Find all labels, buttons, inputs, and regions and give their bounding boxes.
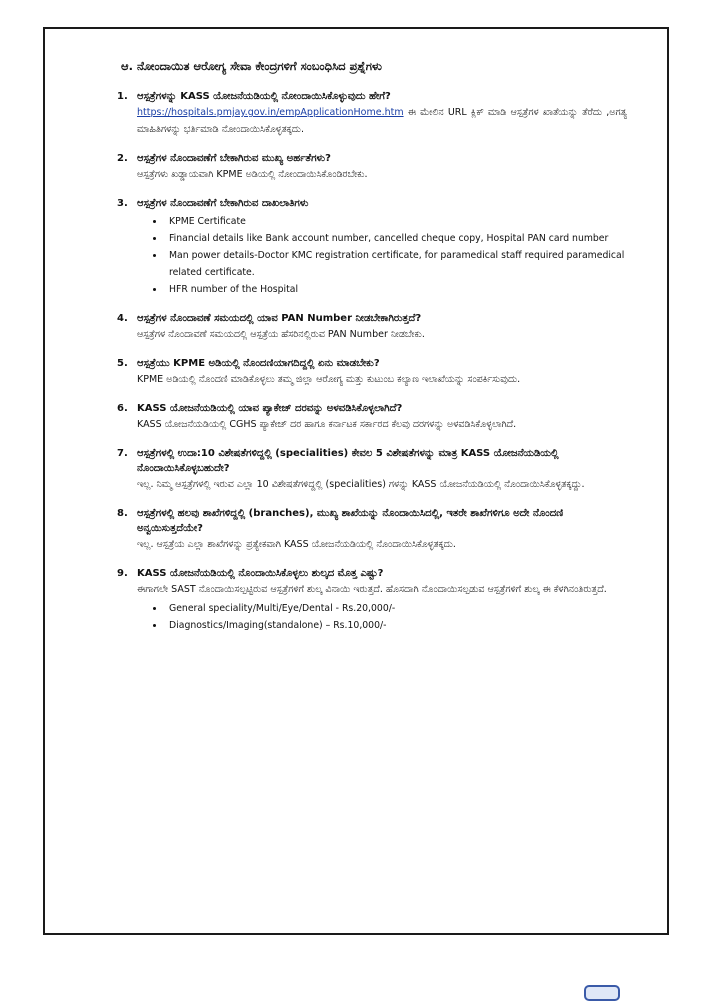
question-text: ಆಸ್ಪತ್ರೆಗಳ ನೊಂದಾವಣೆ ಸಮಯದಲ್ಲಿ ಯಾವ PAN Number ನೀಡಬೇಕಾಗಿರುತ್ತದೆ?: [137, 313, 422, 324]
answer-text: ಈಗಾಗಲೇ SAST ನೊಂದಾಯಿಸಲ್ಪಟ್ಟಿರುವ ಆಸ್ಪತ್ರೆಗಳಿಗೆ ಶುಲ್ಕ ವಿನಾಯಿ ಇರುತ್ತದೆ. ಹೊಸದಾಗಿ ನೊಂದಾಯಿಸಲ್ಪಡುವ ಆಸ್ಪತ್ರೆಗಳಿಗೆ ಶುಲ್ಕ ಈ ಕೆಳಗಿನಂತಿರುತ್ತದೆ.: [137, 584, 607, 595]
question-number: 1.: [117, 91, 128, 102]
faq-item-9: [117, 566, 627, 634]
list-item: • Financial details like Bank account number, cancelled cheque copy, Hospital PAN card number: [165, 230, 627, 247]
question-text: ಆಸ್ಪತ್ರೆಗಳ ನೊಂದಾವಣೆಗೆ ಬೇಕಾಗಿರುವ ಮುಖ್ಯ ಅರ್ಹತೆಗಳು?: [137, 153, 331, 164]
question-row: [117, 401, 627, 416]
question-text: ಆಸ್ಪತ್ರೆಗಳಲ್ಲಿ ಹಲವು ಶಾಖೆಗಳಿದ್ದಲ್ಲಿ (branches), ಮುಖ್ಯ ಶಾಖೆಯನ್ನು ನೊಂದಾಯಿಸಿದಲ್ಲಿ, ಇತರೇ ಶಾಖೆಗಳಿಗೂ ಅದೇ ನೊಂದಣಿ ಅನ್ವಯಿಸುತ್ತದೆಯೇ?: [137, 508, 564, 534]
question-row: [117, 446, 627, 476]
list-item: • HFR number of the Hospital: [165, 281, 627, 298]
registration-link[interactable]: https://hospitals.pmjay.gov.in/empApplicationHome.htm: [137, 107, 404, 118]
faq-item-2: [117, 151, 627, 183]
answer-text: ಇಲ್ಲ. ನಿಮ್ಮ ಆಸ್ಪತ್ರೆಗಳಲ್ಲಿ ಇರುವ ಎಲ್ಲಾ 10 ವಿಶೇಷತೆಗಳಿದ್ದಲ್ಲಿ (specialities) ಗಳನ್ನು KASS ಯೋಜನೆಯಡಿಯಲ್ಲಿ ನೊಂದಾಯಿಸಿಕೊಳ್ಳತಕ್ಕದ್ದು.: [137, 479, 585, 490]
question-number: 3.: [117, 198, 128, 209]
section-heading: ಆ. ನೋಂದಾಯಿತ ಆರೋಗ್ಯ ಸೇವಾ ಕೇಂದ್ರಗಳಿಗೆ ಸಂಬಂಧಿಸಿದ ಪ್ರಶ್ನೆಗಳು: [121, 59, 382, 73]
answer-text: ಇಲ್ಲ. ಆಸ್ಪತ್ರೆಯ ಎಲ್ಲಾ ಶಾಖೆಗಳನ್ನು ಪ್ರತ್ಯೇಕವಾಗಿ KASS ಯೋಜನೆಯಡಿಯಲ್ಲಿ ನೊಂದಾಯಿಸಿಕೊಳ್ಳತಕ್ಕದು.: [137, 539, 456, 550]
question-row: [117, 311, 627, 326]
document-page: [43, 27, 669, 935]
faq-item-4: [117, 311, 627, 343]
question-number: 6.: [117, 403, 128, 414]
question-row: [117, 566, 627, 581]
answer-text: ಆಸ್ಪತ್ರೆಗಳು ಖಡ್ಡಾಯವಾಗಿ KPME ಅಡಿಯಲ್ಲಿ ನೋಂದಾಯಿಸಿಕೊಂಡಿರಬೇಕು.: [137, 169, 368, 180]
question-number: 8.: [117, 508, 128, 519]
question-text: KASS ಯೋಜನೆಯಡಿಯಲ್ಲಿ ನೊಂದಾಯಿಸಿಕೊಳ್ಳಲು ಶುಲ್ಕದ ಮೊತ್ತ ಎಷ್ಟು?: [137, 568, 384, 579]
question-row: [117, 151, 627, 166]
question-text: ಆಸ್ಪತ್ರೆಗಳಲ್ಲಿ ಉದಾ:10 ವಿಶೇಷತೆಗಳಿದ್ದಲ್ಲಿ (specialities) ಕೇವಲ 5 ವಿಶೇಷತೆಗಳನ್ನು ಮಾತ್ರ KASS ಯೋಜನೆಯಡಿಯಲ್ಲಿ ನೊಂದಾಯಿಸಿಕೊಳ್ಳಬಹುದೇ?: [137, 448, 559, 474]
answer-text: ಆಸ್ಪತ್ರೆಗಳ ನೊಂದಾವಣೆ ಸಮಯದಲ್ಲಿ ಆಸ್ಪತ್ರೆಯ ಹೆಸರಿನಲ್ಲಿರುವ PAN Number ನೀಡಬೇಕು.: [137, 329, 425, 340]
list-item: • Diagnostics/Imaging(standalone) – Rs.10,000/-: [165, 617, 627, 634]
question-row: [117, 196, 627, 211]
faq-item-7: [117, 446, 627, 493]
faq-section: [117, 59, 627, 647]
faq-item-8: [117, 506, 627, 553]
faq-item-6: [117, 401, 627, 433]
answer-text: KASS ಯೋಜನೆಯಡಿಯಲ್ಲಿ CGHS ಪ್ಯಾಕೇಜ್ ದರ ಹಾಗೂ ಕರ್ನಾಟಕ ಸರ್ಕಾರದ ಕೆಲವು ದರಗಳನ್ನು ಅಳವಡಿಸಿಕೊಳ್ಳಲಾಗಿದೆ.: [137, 419, 517, 430]
faq-item-1: [117, 89, 627, 138]
faq-item-3: [117, 196, 627, 298]
fee-list: [151, 600, 627, 634]
viewer-widget-icon[interactable]: [584, 985, 620, 1001]
question-row: [117, 506, 627, 536]
question-number: 5.: [117, 358, 128, 369]
question-number: 9.: [117, 568, 128, 579]
answer-block: [137, 104, 627, 138]
question-text: ಆಸ್ಪತ್ರೆಗಳ ನೊಂದಾವಣೆಗೆ ಬೇಕಾಗಿರುವ ದಾಖಲಾತಿಗಳು: [137, 198, 309, 209]
answer-text: KPME ಅಡಿಯಲ್ಲಿ ನೊಂದಣಿ ಮಾಡಿಕೊಳ್ಳಲು ತಮ್ಮ ಜಿಲ್ಲಾ ಆರೋಗ್ಯ ಮತ್ತು ಕುಟುಂಬ ಕಲ್ಯಾಣ ಇಲಾಖೆಯನ್ನು ಸಂಪರ್ಕಿಸುವುದು.: [137, 374, 521, 385]
question-row: [117, 356, 627, 371]
list-item: • General speciality/Multi/Eye/Dental - Rs.20,000/-: [165, 600, 627, 617]
question-number: 2.: [117, 153, 128, 164]
question-text: ಆಸ್ಪತ್ರೆಗಳನ್ನು KASS ಯೋಜನೆಯಡಿಯಲ್ಲಿ ನೋಂದಾಯಿಸಿಕೊಳ್ಳುವುದು ಹೇಗೆ?: [137, 91, 391, 102]
question-number: 4.: [117, 313, 128, 324]
list-item: • KPME Certificate: [165, 213, 627, 230]
question-row: [117, 89, 627, 104]
list-item: • Man power details-Doctor KMC registration certificate, for paramedical staff required paramedical related certificate.: [165, 247, 627, 281]
question-number: 7.: [117, 448, 128, 459]
documents-list: [151, 213, 627, 298]
faq-item-5: [117, 356, 627, 388]
question-text: ಆಸ್ಪತ್ರೆಯು KPME ಅಡಿಯಲ್ಲಿ ನೊಂದಣಿಯಾಗದಿದ್ದಲ್ಲಿ ಏನು ಮಾಡಬೇಕು?: [137, 358, 380, 369]
question-text: KASS ಯೋಜನೆಯಡಿಯಲ್ಲಿ ಯಾವ ಪ್ಯಾಕೇಜ್ ದರವನ್ನು ಅಳವಡಿಸಿಕೊಳ್ಳಲಾಗಿದೆ?: [137, 403, 403, 414]
answer-text: ಈ ಮೇಲಿನ URL ಕ್ಲಿಕ್ ಮಾಡಿ ಆಸ್ಪತ್ರೆಗಳ ಖಾತೆಯನ್ನು ತೆರೆದು ,ಅಗತ್ಯ ಮಾಹಿತಿಗಳನ್ನು ಭರ್ತಿಮಾಡಿ ನೋಂದಾಯಿಸಿಕೊಳ್ಳತಕ್ಕದು.: [137, 107, 627, 135]
